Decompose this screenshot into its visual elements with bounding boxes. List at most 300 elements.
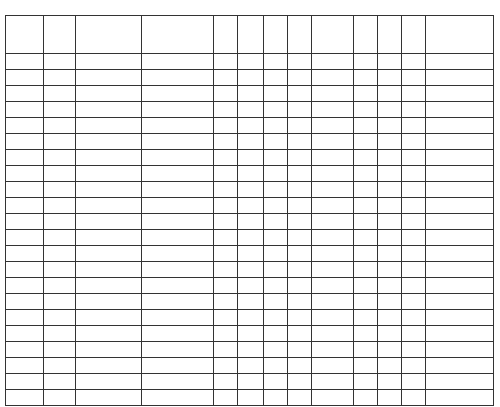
- table-cell: [76, 294, 142, 310]
- table-cell: [426, 150, 494, 166]
- table-header-cell: [354, 16, 378, 54]
- table-cell: [378, 374, 402, 390]
- table-cell: [214, 230, 238, 246]
- table-cell: [142, 70, 214, 86]
- table-cell: [214, 390, 238, 406]
- table-cell: [44, 358, 76, 374]
- table-cell: [402, 54, 426, 70]
- table-header-cell: [214, 16, 238, 54]
- table-cell: [354, 374, 378, 390]
- table-cell: [426, 246, 494, 262]
- table-cell: [264, 246, 288, 262]
- table-cell: [6, 294, 44, 310]
- table-cell: [238, 246, 264, 262]
- table-cell: [312, 294, 354, 310]
- table-row: [6, 198, 494, 214]
- table-cell: [238, 294, 264, 310]
- table-cell: [44, 166, 76, 182]
- table-cell: [402, 102, 426, 118]
- table-cell: [354, 102, 378, 118]
- table-cell: [354, 54, 378, 70]
- table-cell: [312, 230, 354, 246]
- table-cell: [142, 310, 214, 326]
- table-header-cell: [402, 16, 426, 54]
- table-cell: [378, 118, 402, 134]
- table-cell: [142, 166, 214, 182]
- table-cell: [214, 118, 238, 134]
- table-cell: [312, 326, 354, 342]
- table-row: [6, 230, 494, 246]
- table-cell: [6, 182, 44, 198]
- table-cell: [426, 134, 494, 150]
- table-cell: [44, 278, 76, 294]
- table-cell: [312, 102, 354, 118]
- table-cell: [264, 230, 288, 246]
- table-row: [6, 294, 494, 310]
- table-cell: [6, 374, 44, 390]
- table-cell: [44, 86, 76, 102]
- table-cell: [312, 54, 354, 70]
- table-header-cell: [142, 16, 214, 54]
- table-header-cell: [378, 16, 402, 54]
- table-cell: [214, 134, 238, 150]
- table-cell: [402, 166, 426, 182]
- table-cell: [142, 198, 214, 214]
- table-cell: [264, 294, 288, 310]
- table-cell: [354, 390, 378, 406]
- table-cell: [142, 374, 214, 390]
- page-title: [0, 0, 500, 14]
- table-cell: [214, 342, 238, 358]
- table-cell: [288, 230, 312, 246]
- table-cell: [288, 118, 312, 134]
- table-cell: [288, 134, 312, 150]
- table-cell: [312, 182, 354, 198]
- table-cell: [378, 262, 402, 278]
- table-cell: [214, 198, 238, 214]
- table-cell: [402, 118, 426, 134]
- table-cell: [238, 342, 264, 358]
- table-cell: [426, 214, 494, 230]
- table-cell: [288, 326, 312, 342]
- table-cell: [426, 118, 494, 134]
- table-cell: [6, 230, 44, 246]
- table-cell: [378, 54, 402, 70]
- table-row: [6, 134, 494, 150]
- table-cell: [264, 358, 288, 374]
- table-cell: [142, 86, 214, 102]
- table-cell: [402, 134, 426, 150]
- table-row: [6, 86, 494, 102]
- table-cell: [238, 198, 264, 214]
- table-cell: [238, 278, 264, 294]
- table-cell: [312, 214, 354, 230]
- table-cell: [44, 150, 76, 166]
- table-cell: [214, 310, 238, 326]
- table-cell: [264, 342, 288, 358]
- table-cell: [264, 182, 288, 198]
- table-cell: [288, 166, 312, 182]
- table-cell: [44, 342, 76, 358]
- table-cell: [354, 150, 378, 166]
- table-cell: [214, 358, 238, 374]
- table-cell: [354, 310, 378, 326]
- table-cell: [142, 214, 214, 230]
- table-cell: [264, 134, 288, 150]
- table-cell: [214, 278, 238, 294]
- table-cell: [142, 102, 214, 118]
- table-cell: [354, 230, 378, 246]
- table-cell: [238, 70, 264, 86]
- table-cell: [238, 326, 264, 342]
- table-cell: [264, 150, 288, 166]
- table-cell: [354, 214, 378, 230]
- table-cell: [426, 166, 494, 182]
- table-cell: [402, 182, 426, 198]
- table-row: [6, 150, 494, 166]
- table-cell: [378, 166, 402, 182]
- table-cell: [264, 166, 288, 182]
- table-cell: [288, 86, 312, 102]
- table-cell: [288, 150, 312, 166]
- table-cell: [426, 374, 494, 390]
- table-cell: [214, 262, 238, 278]
- table-cell: [378, 182, 402, 198]
- table-cell: [6, 342, 44, 358]
- table-cell: [378, 278, 402, 294]
- table-cell: [238, 214, 264, 230]
- table-cell: [378, 326, 402, 342]
- table-cell: [312, 374, 354, 390]
- table-cell: [378, 390, 402, 406]
- table-cell: [44, 70, 76, 86]
- table-row: [6, 182, 494, 198]
- table-cell: [44, 134, 76, 150]
- table-cell: [238, 358, 264, 374]
- table-cell: [76, 86, 142, 102]
- table-row: [6, 342, 494, 358]
- table-cell: [6, 150, 44, 166]
- table-cell: [426, 182, 494, 198]
- table-cell: [44, 374, 76, 390]
- table-header-cell: [6, 16, 44, 54]
- table-cell: [76, 214, 142, 230]
- table-cell: [288, 70, 312, 86]
- table-cell: [76, 182, 142, 198]
- table-cell: [76, 54, 142, 70]
- table-cell: [402, 246, 426, 262]
- table-cell: [6, 118, 44, 134]
- table-cell: [312, 358, 354, 374]
- table-cell: [288, 102, 312, 118]
- table-cell: [76, 342, 142, 358]
- table-cell: [264, 198, 288, 214]
- table-cell: [76, 150, 142, 166]
- table-cell: [142, 278, 214, 294]
- table-cell: [44, 390, 76, 406]
- table-row: [6, 214, 494, 230]
- table-cell: [214, 246, 238, 262]
- table-row: [6, 262, 494, 278]
- table-cell: [44, 54, 76, 70]
- table-cell: [288, 278, 312, 294]
- table-cell: [6, 86, 44, 102]
- table-cell: [378, 102, 402, 118]
- table-cell: [354, 118, 378, 134]
- table-cell: [402, 150, 426, 166]
- table-header-cell: [264, 16, 288, 54]
- table-cell: [76, 390, 142, 406]
- table-cell: [142, 262, 214, 278]
- table-cell: [402, 262, 426, 278]
- table-cell: [288, 358, 312, 374]
- table-cell: [238, 86, 264, 102]
- table-cell: [312, 278, 354, 294]
- table-header-cell: [44, 16, 76, 54]
- table-row: [6, 118, 494, 134]
- table-cell: [264, 326, 288, 342]
- table-cell: [354, 182, 378, 198]
- table-cell: [238, 134, 264, 150]
- table-cell: [264, 262, 288, 278]
- table-header-row: [6, 16, 494, 54]
- results-table: [5, 15, 494, 406]
- table-cell: [44, 230, 76, 246]
- table-cell: [312, 166, 354, 182]
- table-cell: [378, 294, 402, 310]
- table-cell: [44, 326, 76, 342]
- table-row: [6, 54, 494, 70]
- table-cell: [264, 118, 288, 134]
- table-cell: [354, 134, 378, 150]
- table-row: [6, 246, 494, 262]
- table-cell: [288, 310, 312, 326]
- table-cell: [44, 310, 76, 326]
- table-cell: [214, 54, 238, 70]
- table-row: [6, 70, 494, 86]
- table-cell: [402, 70, 426, 86]
- table-cell: [264, 102, 288, 118]
- table-cell: [312, 198, 354, 214]
- table-row: [6, 166, 494, 182]
- table-cell: [76, 198, 142, 214]
- table-cell: [402, 86, 426, 102]
- table-cell: [312, 86, 354, 102]
- table-cell: [6, 390, 44, 406]
- table-header-cell: [426, 16, 494, 54]
- table-cell: [402, 198, 426, 214]
- table-cell: [354, 70, 378, 86]
- table-cell: [426, 358, 494, 374]
- table-cell: [402, 294, 426, 310]
- table-cell: [76, 70, 142, 86]
- table-cell: [288, 374, 312, 390]
- table-cell: [312, 118, 354, 134]
- table-cell: [76, 278, 142, 294]
- table-cell: [6, 198, 44, 214]
- table-cell: [426, 70, 494, 86]
- table-cell: [264, 390, 288, 406]
- table-cell: [214, 182, 238, 198]
- table-cell: [354, 278, 378, 294]
- table-cell: [402, 310, 426, 326]
- table-cell: [238, 374, 264, 390]
- table-cell: [312, 134, 354, 150]
- table-cell: [402, 358, 426, 374]
- table-cell: [238, 182, 264, 198]
- table-cell: [76, 102, 142, 118]
- table-cell: [6, 134, 44, 150]
- table-cell: [44, 246, 76, 262]
- table-cell: [288, 54, 312, 70]
- table-cell: [354, 342, 378, 358]
- table-cell: [264, 214, 288, 230]
- table-header-cell: [312, 16, 354, 54]
- table-cell: [142, 390, 214, 406]
- table-cell: [44, 294, 76, 310]
- table-cell: [402, 214, 426, 230]
- table-cell: [44, 182, 76, 198]
- table-cell: [312, 310, 354, 326]
- table-cell: [312, 246, 354, 262]
- table-cell: [76, 134, 142, 150]
- table-cell: [76, 230, 142, 246]
- table-cell: [378, 150, 402, 166]
- table-cell: [214, 294, 238, 310]
- table-cell: [312, 390, 354, 406]
- table-cell: [6, 214, 44, 230]
- table-cell: [354, 246, 378, 262]
- table-cell: [264, 310, 288, 326]
- table-cell: [312, 70, 354, 86]
- table-cell: [426, 390, 494, 406]
- table-cell: [44, 118, 76, 134]
- table-cell: [288, 390, 312, 406]
- table-cell: [378, 198, 402, 214]
- table-cell: [378, 342, 402, 358]
- table-cell: [238, 102, 264, 118]
- table-header-cell: [288, 16, 312, 54]
- table-cell: [354, 294, 378, 310]
- table-row: [6, 278, 494, 294]
- table-cell: [142, 118, 214, 134]
- table-row: [6, 390, 494, 406]
- table-header-cell: [238, 16, 264, 54]
- table-cell: [426, 310, 494, 326]
- table-cell: [6, 70, 44, 86]
- table-cell: [426, 294, 494, 310]
- table-cell: [378, 310, 402, 326]
- table-cell: [426, 198, 494, 214]
- table-cell: [214, 326, 238, 342]
- table-cell: [238, 54, 264, 70]
- table-cell: [6, 54, 44, 70]
- table-cell: [264, 86, 288, 102]
- table-cell: [378, 134, 402, 150]
- table-cell: [264, 374, 288, 390]
- table-cell: [354, 262, 378, 278]
- table-cell: [402, 390, 426, 406]
- table-cell: [288, 262, 312, 278]
- table-cell: [426, 342, 494, 358]
- table-cell: [6, 166, 44, 182]
- table-cell: [76, 246, 142, 262]
- table-cell: [264, 70, 288, 86]
- table-cell: [214, 166, 238, 182]
- table-cell: [44, 262, 76, 278]
- table-cell: [288, 182, 312, 198]
- table-cell: [288, 342, 312, 358]
- table-cell: [238, 310, 264, 326]
- table-cell: [288, 294, 312, 310]
- table-cell: [6, 246, 44, 262]
- table-cell: [312, 262, 354, 278]
- table-cell: [264, 54, 288, 70]
- table-cell: [142, 246, 214, 262]
- table-cell: [214, 374, 238, 390]
- table-cell: [378, 358, 402, 374]
- table-cell: [6, 358, 44, 374]
- table-cell: [402, 374, 426, 390]
- table-cell: [6, 262, 44, 278]
- table-cell: [76, 166, 142, 182]
- table-cell: [44, 214, 76, 230]
- table-cell: [6, 102, 44, 118]
- table-cell: [214, 86, 238, 102]
- table-cell: [426, 262, 494, 278]
- table-cell: [354, 198, 378, 214]
- table-cell: [76, 358, 142, 374]
- table-cell: [378, 214, 402, 230]
- table-header-cell: [76, 16, 142, 54]
- table-cell: [44, 198, 76, 214]
- table-row: [6, 374, 494, 390]
- table-cell: [76, 374, 142, 390]
- table-cell: [354, 326, 378, 342]
- table-cell: [402, 326, 426, 342]
- table-cell: [142, 294, 214, 310]
- table-row: [6, 310, 494, 326]
- table-cell: [354, 358, 378, 374]
- table-cell: [142, 342, 214, 358]
- table-cell: [402, 342, 426, 358]
- table-cell: [378, 246, 402, 262]
- table-cell: [426, 230, 494, 246]
- table-cell: [426, 86, 494, 102]
- table-cell: [378, 70, 402, 86]
- table-cell: [288, 214, 312, 230]
- table-cell: [76, 326, 142, 342]
- table-cell: [288, 198, 312, 214]
- table-cell: [312, 150, 354, 166]
- table-cell: [214, 102, 238, 118]
- table-cell: [214, 70, 238, 86]
- table-row: [6, 102, 494, 118]
- table-cell: [238, 262, 264, 278]
- table-cell: [288, 246, 312, 262]
- table-cell: [238, 150, 264, 166]
- table-cell: [312, 342, 354, 358]
- table-cell: [142, 150, 214, 166]
- table-cell: [214, 214, 238, 230]
- table-cell: [142, 54, 214, 70]
- table-cell: [264, 278, 288, 294]
- table-cell: [238, 390, 264, 406]
- table-cell: [142, 134, 214, 150]
- table-cell: [426, 326, 494, 342]
- table-cell: [214, 150, 238, 166]
- table-cell: [426, 278, 494, 294]
